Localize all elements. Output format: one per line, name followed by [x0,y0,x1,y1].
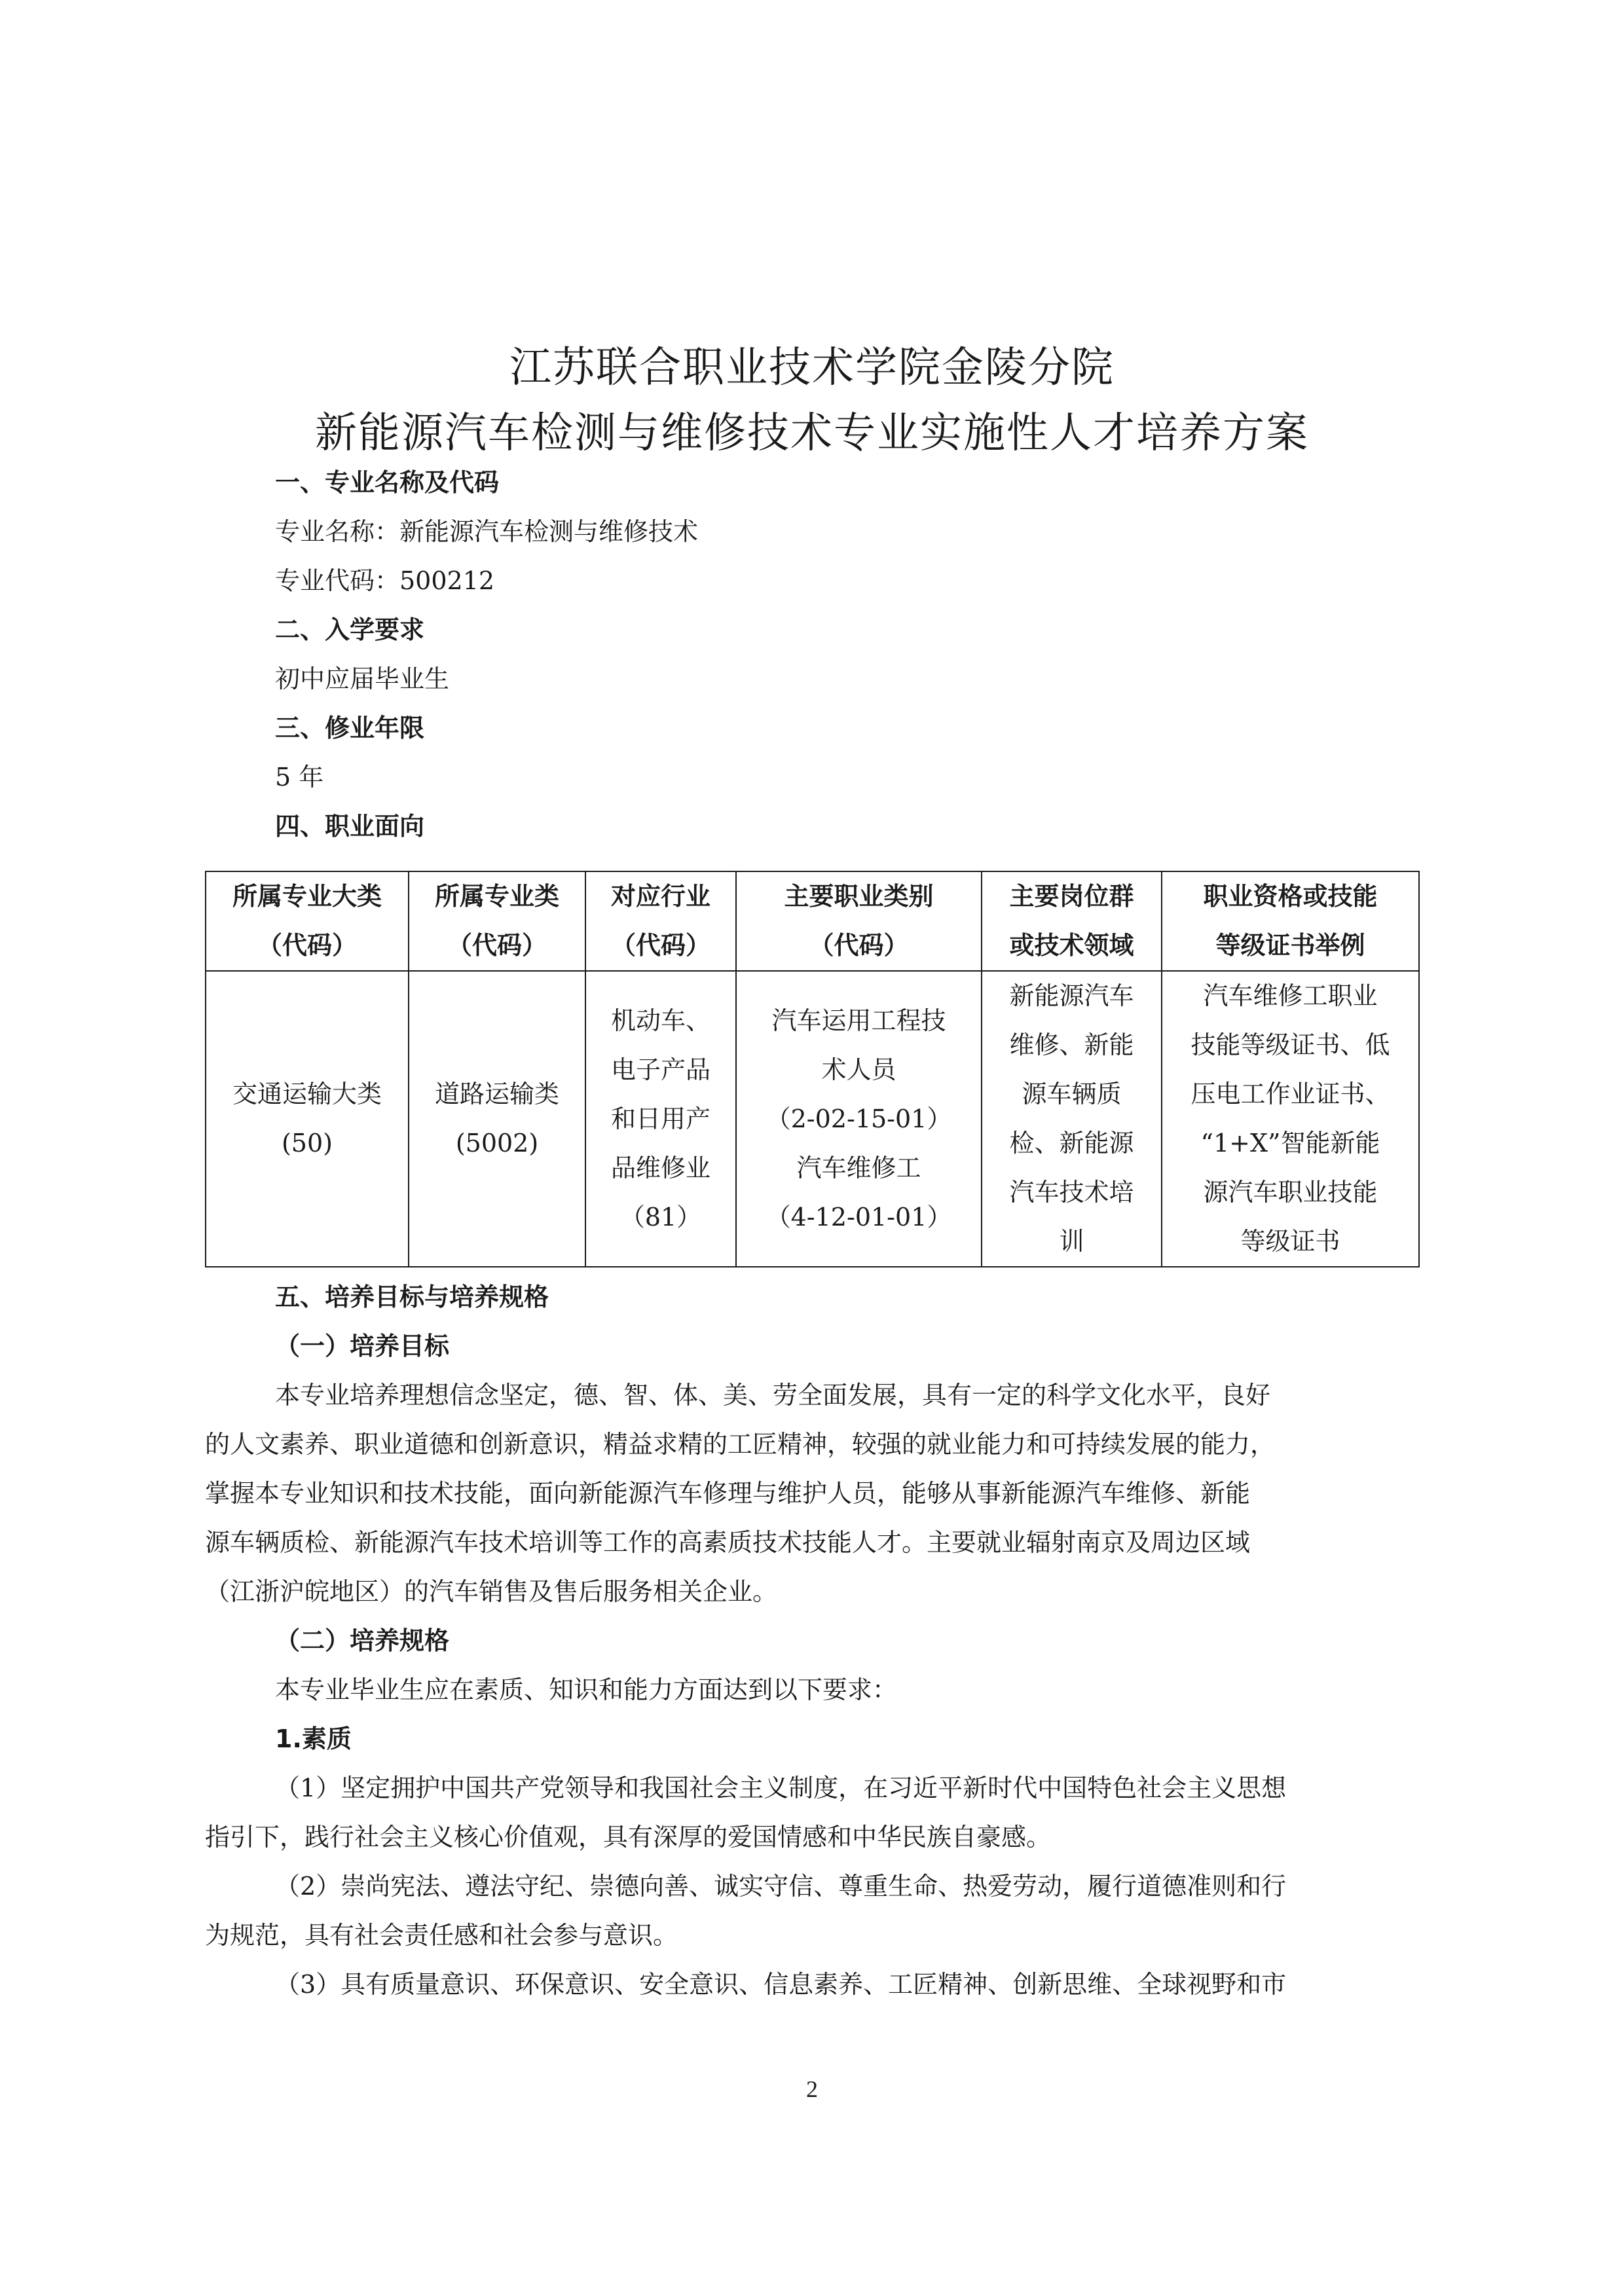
major-code: 专业代码：500212 [275,566,495,595]
section-heading-1: 一、专业名称及代码 [275,468,500,497]
section-heading-4: 四、职业面向 [275,812,425,841]
table-header-cell: 所属专业类 （代码） [409,871,585,971]
goal-line: 掌握本专业知识和技术技能，面向新能源汽车修理与维护人员，能够从事新能源汽车维修、新能 [205,1479,1251,1508]
table-header-cell: 职业资格或技能 等级证书举例 [1162,871,1419,971]
quality-item-2-line2: 为规范，具有社会责任感和社会参与意识。 [205,1921,678,1950]
table-cell-class: 道路运输类 (5002) [409,971,585,1267]
table-header-cell: 所属专业大类 （代码） [206,871,409,971]
table-header-cell: 主要岗位群 或技术领域 [982,871,1162,971]
subheading-quality: 1.素质 [275,1724,352,1753]
table-cell-category: 交通运输大类 (50) [206,971,409,1267]
admission-text: 初中应届毕业生 [275,665,450,693]
major-name: 专业名称：新能源汽车检测与维修技术 [275,517,699,546]
duration-text: 5 年 [275,763,324,792]
table-cell-certificates: 汽车维修工职业 技能等级证书、低 压电工作业证书、 “1+X”智能新能 源汽车职业技能 等级证书 [1162,971,1419,1267]
goal-line: 本专业培养理想信念坚定，德、智、体、美、劳全面发展，具有一定的科学文化水平，良好 [275,1381,1271,1410]
career-table [205,871,1420,1267]
table-cell-occupation: 汽车运用工程技 术人员 （2-02-15-01） 汽车维修工 （4-12-01-01） [736,971,982,1267]
section-heading-3: 三、修业年限 [275,714,425,742]
goal-line: 源车辆质检、新能源汽车技术培训等工作的高素质技术技能人才。主要就业辐射南京及周边区域 [205,1528,1251,1557]
section-heading-5: 五、培养目标与培养规格 [275,1283,549,1311]
page-number: 2 [806,2076,818,2102]
table-header-row [206,871,1419,971]
quality-item-1-line1: （1）坚定拥护中国共产党领导和我国社会主义制度，在习近平新时代中国特色社会主义思想 [275,1774,1287,1802]
subheading-spec: （二）培养规格 [275,1626,450,1655]
document-title-line1: 江苏联合职业技术学院金陵分院 [509,344,1115,392]
table-header-cell: 对应行业 （代码） [585,871,736,971]
goal-line: 的人文素养、职业道德和创新意识，精益求精的工匠精神，较强的就业能力和可持续发展的能力， [205,1430,1276,1459]
quality-item-3-line1: （3）具有质量意识、环保意识、安全意识、信息素养、工匠精神、创新思维、全球视野和市 [275,1970,1287,1999]
quality-item-2-line1: （2）崇尚宪法、遵法守纪、崇德向善、诚实守信、尊重生命、热爱劳动，履行道德准则和行 [275,1872,1287,1901]
document-title-line2: 新能源汽车检测与维修技术专业实施性人才培养方案 [315,409,1309,458]
spec-intro: 本专业毕业生应在素质、知识和能力方面达到以下要求： [275,1675,898,1704]
section-heading-2: 二、入学要求 [275,615,425,644]
table-cell-industry: 机动车、 电子产品 和日用产 品维修业 （81） [585,971,736,1267]
table-cell-positions: 新能源汽车 维修、新能 源车辆质 检、新能源 汽车技术培 训 [982,971,1162,1267]
table-header-cell: 主要职业类别 （代码） [736,871,982,971]
table-row [206,971,1419,1267]
subheading-goal: （一）培养目标 [275,1332,450,1360]
goal-line: （江浙沪皖地区）的汽车销售及售后服务相关企业。 [205,1577,778,1606]
quality-item-1-line2: 指引下，践行社会主义核心价值观，具有深厚的爱国情感和中华民族自豪感。 [205,1823,1052,1851]
